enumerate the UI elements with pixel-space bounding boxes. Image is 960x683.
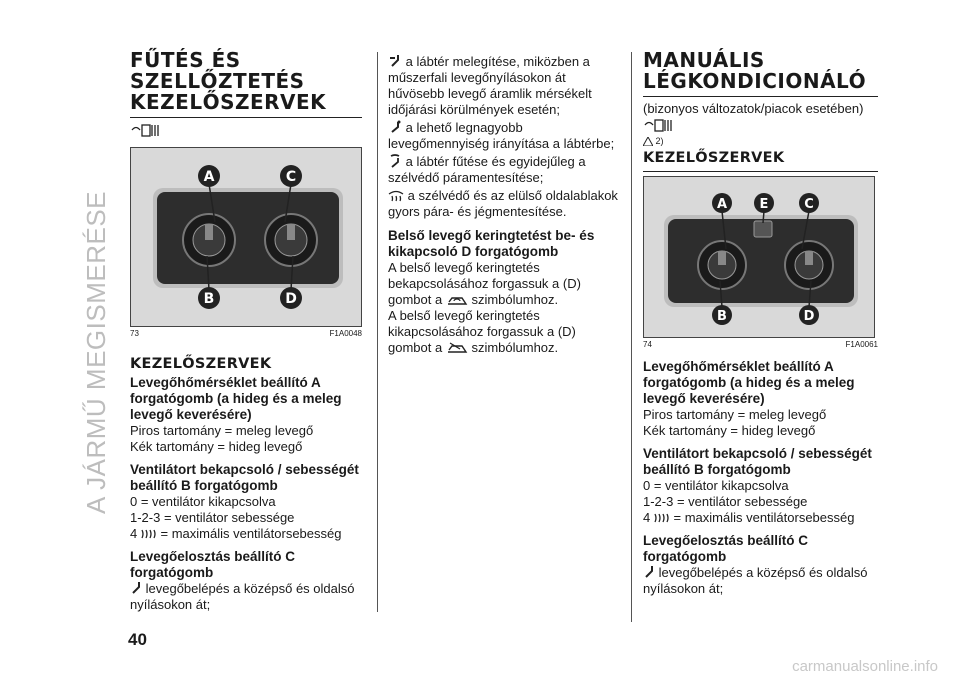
climate-symbols-icon (643, 117, 673, 133)
dist-text-line: levegőbelépés a középső és oldalsó nyílásokon át; (643, 565, 868, 596)
svg-text:C: C (285, 169, 297, 185)
fan-off-text: 0 = ventilátor kikapcsolva (130, 494, 276, 509)
watermark-text: carmanualsonline.info (792, 658, 938, 675)
svg-text:D: D (803, 309, 815, 324)
dist-windshield-line: a szélvédő és az elülső oldalablakok gyors pára- és jégmentesítése. (388, 188, 618, 219)
callout-A (198, 165, 220, 187)
callout-B (712, 305, 732, 325)
figure-number: 73 (130, 329, 139, 338)
ac-subtitle: (bizonyos változatok/piacok esetében) (643, 101, 864, 116)
dist-foot-windshield-line: a lábtér fűtése és egyidejűleg a szélvédő páramentesítése; (388, 154, 586, 185)
dist-foot-line: a lehető legnagyobb levegőmennyiség irányítása a lábtérbe; (388, 120, 615, 151)
ac-controls-figure (643, 176, 875, 338)
temp-blue-text: Kék tartomány = hideg levegő (643, 423, 816, 438)
fan-off-text: 0 = ventilátor kikapcsolva (643, 478, 789, 493)
temp-knob-heading: Levegőhőmérséklet beállító A forgatógomb (a hideg és a meleg levegő keverésére) (643, 359, 855, 406)
foot-windshield-icon (388, 154, 402, 168)
page-number: 40 (128, 630, 147, 649)
fan-speed-text: 1-2-3 = ventilátor sebessége (130, 510, 295, 525)
fan-knob-heading: Ventilátort bekapcsoló / sebességét beállító B forgatógomb (130, 462, 359, 493)
svg-text:A: A (203, 169, 215, 185)
column-3 (643, 50, 878, 597)
fan-knob-heading: Ventilátort bekapcsoló / sebességét beállító B forgatógomb (643, 446, 872, 477)
figure-code: F1A0048 (329, 329, 362, 338)
temp-blue-text: Kék tartomány = hideg levegő (130, 439, 303, 454)
fan-speed-text: 1-2-3 = ventilátor sebessége (643, 494, 808, 509)
heater-panel-illustration (131, 148, 362, 327)
max-fan-icon (141, 528, 157, 540)
main-heading: FŰTÉS ÉS SZELLŐZTETÉS KEZELŐSZERVEK (130, 50, 362, 118)
defrost-icon (388, 190, 404, 202)
ac-panel-illustration (644, 177, 875, 338)
ac-section-heading: KEZELŐSZERVEK (643, 150, 878, 172)
callout-A (712, 193, 732, 213)
temp-knob-heading: Levegőhőmérséklet beállító A forgatógomb (a hideg és a meleg levegő keverésére) (130, 375, 342, 422)
fresh-air-icon (446, 342, 468, 354)
face-vent-icon (130, 581, 142, 595)
section-heading: KEZELŐSZERVEK (130, 356, 272, 372)
callout-D (799, 305, 819, 325)
temp-red-text: Piros tartomány = meleg levegő (643, 407, 827, 422)
note-line: 2) (643, 136, 878, 146)
callout-C (799, 193, 819, 213)
dist-knob-heading: Levegőelosztás beállító C forgatógomb (130, 549, 296, 580)
dist-foot-face-line: a lábtér melegítése, miközben a műszerfali levegőnyílásokon át hűvösebb levegő áramlik mérsékelt időjárási körülmények esetén; (388, 54, 592, 117)
callout-E (754, 193, 774, 213)
warning-triangle-icon (643, 137, 653, 146)
figure-caption (643, 340, 878, 349)
temp-red-text: Piros tartomány = meleg levegő (130, 423, 314, 438)
fan-max-line: 4 = maximális ventilátorsebesség (130, 526, 342, 541)
figure-code: F1A0061 (845, 340, 878, 349)
svg-text:B: B (203, 291, 215, 307)
recirculation-icon (446, 294, 468, 306)
face-vent-icon (643, 565, 655, 579)
figure-caption (130, 329, 362, 338)
svg-text:A: A (716, 197, 728, 212)
climate-symbols-icon (130, 122, 160, 138)
column-1 (130, 50, 362, 613)
figure-number: 74 (643, 340, 652, 349)
heater-controls-figure (130, 147, 362, 327)
recirc-on-line: A belső levegő keringtetés bekapcsolásához forgassuk a (D) gombot a szimbólumhoz. (388, 260, 581, 307)
callout-B (198, 287, 220, 309)
callout-C (280, 165, 302, 187)
max-fan-icon (654, 512, 670, 524)
recirc-knob-heading: Belső levegő keringtetést be- és kikapcsoló D forgatógomb (388, 228, 595, 259)
foot-vent-icon (388, 120, 402, 134)
dist-knob-heading: Levegőelosztás beállító C forgatógomb (643, 533, 809, 564)
dist-text-line: levegőbelépés a középső és oldalsó nyílásokon át; (130, 581, 355, 612)
ac-heading: MANUÁLIS LÉGKONDICIONÁLÓ (643, 50, 878, 97)
column-divider-2 (631, 52, 632, 622)
svg-text:C: C (804, 197, 814, 212)
foot-face-vent-icon (388, 54, 402, 68)
column-divider-1 (377, 52, 378, 612)
recirc-off-line: A belső levegő keringtetés kikapcsolásához forgassuk a (D) gombot a szimbólumhoz. (388, 308, 576, 355)
svg-text:D: D (285, 291, 297, 307)
svg-text:E: E (759, 197, 769, 212)
svg-text:B: B (717, 309, 727, 324)
side-section-title: A JÁRMŰ MEGISMERÉSE (80, 190, 111, 514)
fan-max-line: 4 = maximális ventilátorsebesség (643, 510, 855, 525)
column-2 (388, 54, 620, 356)
callout-D (280, 287, 302, 309)
